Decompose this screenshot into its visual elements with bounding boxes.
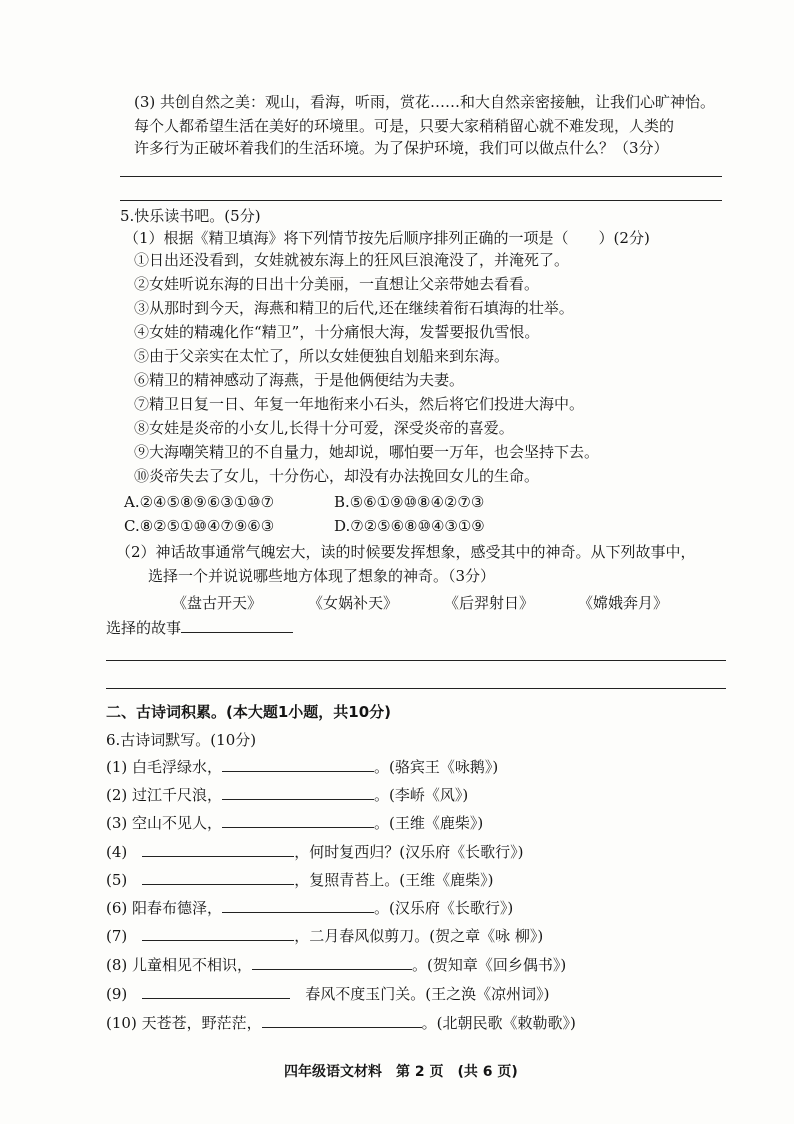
- poem-line-6: (6) 阳春布德泽， 。(汉乐府《长歌行》): [106, 899, 514, 917]
- poem-line-10: (10) 天苍苍，野茫茫， 。(北朝民歌《敕勒歌》): [106, 1014, 576, 1032]
- choose-story-blank[interactable]: [181, 618, 293, 633]
- event-item: ②女娃听说东海的日出十分美丽，一直想让父亲带她去看看。: [134, 275, 540, 293]
- story-pangu: 《盘古开天》: [172, 594, 263, 612]
- poem-line-2: (2) 过江千尺浪， 。(李峤《风》): [106, 786, 469, 804]
- q5-answer-line-2[interactable]: [106, 688, 726, 689]
- option-d[interactable]: D.⑦②⑤⑥⑧⑩④③①⑨: [334, 517, 485, 535]
- poem-blank-7[interactable]: [142, 926, 294, 941]
- choose-story-row: [106, 618, 293, 638]
- q3-answer-line-1[interactable]: [120, 176, 722, 177]
- event-item: ⑦精卫日复一日、年复一年地衔来小石头，然后将它们投进大海中。: [134, 395, 585, 413]
- q3-answer-line-2[interactable]: [120, 200, 722, 201]
- poem-blank-8[interactable]: [252, 955, 412, 970]
- event-item: ①日出还没看到，女娃就被东海上的狂风巨浪淹没了，并淹死了。: [134, 251, 570, 269]
- poem-line-4: (4) ，何时复西归？(汉乐府《长歌行》): [106, 843, 524, 861]
- poem-line-3: (3) 空山不见人， 。(王维《鹿柴》): [106, 814, 484, 832]
- story-houyi: 《后羿射日》: [444, 594, 535, 612]
- poem-blank-9[interactable]: [142, 984, 290, 999]
- q5-part1-prompt: （1）根据《精卫填海》将下列情节按先后顺序排列正确的一项是（ ）(2分): [124, 229, 650, 247]
- event-item: ⑤由于父亲实在太忙了，所以女娃便独自划船来到东海。: [134, 347, 510, 365]
- poem-blank-6[interactable]: [222, 898, 374, 913]
- poem-line-5: (5) ，复照青苔上。(王维《鹿柴》): [106, 871, 494, 889]
- event-item: ④女娃的精魂化作“精卫”，十分痛恨大海，发誓要报仇雪恨。: [134, 323, 540, 341]
- poem-line-1: (1) 白毛浮绿水， 。(骆宾王《咏鹅》): [106, 758, 499, 776]
- q5-title: 5.快乐读书吧。(5分): [120, 207, 261, 225]
- poem-line-9: (9) 春风不度玉门关。(王之涣《凉州词》): [106, 985, 550, 1003]
- option-b[interactable]: B.⑤⑥①⑨⑩⑧④②⑦③: [334, 493, 485, 511]
- poem-blank-3[interactable]: [222, 813, 374, 828]
- poem-blank-4[interactable]: [142, 842, 294, 857]
- q3-line1: (3) 共创自然之美：观山，看海，听雨，赏花……和大自然亲密接触，让我们心旷神怡。: [134, 93, 716, 111]
- event-item: ⑩炎帝失去了女儿，十分伤心，却没有办法挽回女儿的生命。: [134, 467, 540, 485]
- poem-blank-10[interactable]: [262, 1013, 422, 1028]
- poem-line-8: (8) 儿童相见不相识， 。(贺知章《回乡偶书》): [106, 956, 567, 974]
- q3-line3: 许多行为正破坏着我们的生活环境。为了保护环境，我们可以做点什么？（3分）: [134, 139, 669, 157]
- story-nvwa: 《女娲补天》: [308, 594, 399, 612]
- q3-line2: 每个人都希望生活在美好的环境里。可是，只要大家稍稍留心就不难发现，人类的: [134, 117, 675, 135]
- option-a[interactable]: A.②④⑤⑧⑨⑥③①⑩⑦: [124, 493, 275, 511]
- q5-part2-line1: （2）神话故事通常气魄宏大，读的时候要发挥想象，感受其中的神奇。从下列故事中，: [116, 543, 696, 561]
- choose-story-label: 选择的故事: [106, 619, 182, 637]
- event-item: ⑧女娃是炎帝的小女儿,长得十分可爱，深受炎帝的喜爱。: [134, 419, 514, 437]
- event-item: ⑥精卫的精神感动了海燕，于是他俩便结为夫妻。: [134, 371, 465, 389]
- poem-line-7: (7) ，二月春风似剪刀。(贺之章《咏 柳》): [106, 927, 544, 945]
- q5-answer-line-1[interactable]: [106, 660, 726, 661]
- event-item: ③从那时到今天，海燕和精卫的后代,还在继续着衔石填海的壮举。: [134, 299, 574, 317]
- poem-blank-1[interactable]: [222, 757, 374, 772]
- page-footer: 四年级语文材料 第 2 页 (共 6 页): [284, 1064, 518, 1080]
- q6-title: 6.古诗词默写。(10分): [106, 731, 257, 749]
- q5-part2-line2: 选择一个并说说哪些地方体现了想象的神奇。（3分）: [148, 567, 496, 585]
- poem-blank-5[interactable]: [142, 870, 294, 885]
- event-item: ⑨大海嘲笑精卫的不自量力，她却说，哪怕要一万年，也会坚持下去。: [134, 443, 600, 461]
- section2-heading: 二、古诗词积累。(本大题1小题，共10分): [106, 703, 392, 721]
- story-change: 《嫦娥奔月》: [578, 594, 669, 612]
- poem-blank-2[interactable]: [222, 785, 374, 800]
- option-c[interactable]: C.⑧②⑤①⑩④⑦⑨⑥③: [124, 517, 275, 535]
